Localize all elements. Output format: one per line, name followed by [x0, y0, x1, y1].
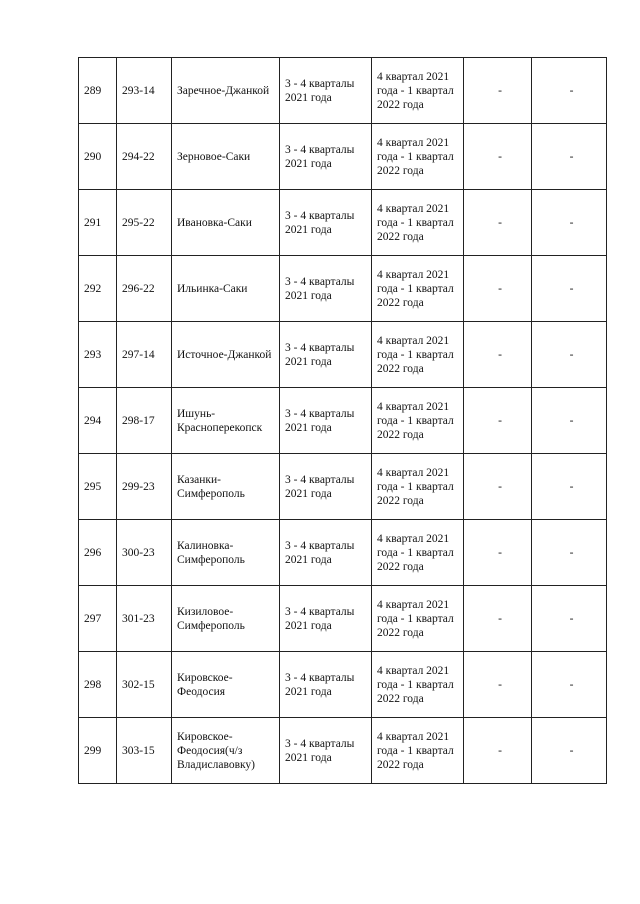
table-row [79, 58, 607, 124]
column-7-value: - [532, 58, 607, 124]
route-name: Казанки-Симферополь [172, 454, 280, 520]
route-code: 296-22 [117, 256, 172, 322]
route-code: 300-23 [117, 520, 172, 586]
route-name: Зерновое-Саки [172, 124, 280, 190]
routes-table [78, 57, 607, 784]
column-6-value: - [464, 454, 532, 520]
route-code: 302-15 [117, 652, 172, 718]
end-period: 4 квартал 2021 года - 1 квартал 2022 года [372, 58, 464, 124]
column-7-value: - [532, 388, 607, 454]
table-row [79, 190, 607, 256]
column-6-value: - [464, 586, 532, 652]
table-row [79, 124, 607, 190]
end-period: 4 квартал 2021 года - 1 квартал 2022 года [372, 586, 464, 652]
route-name: Ильинка-Саки [172, 256, 280, 322]
column-6-value: - [464, 256, 532, 322]
end-period: 4 квартал 2021 года - 1 квартал 2022 года [372, 388, 464, 454]
routes-table-body [79, 58, 607, 784]
column-7-value: - [532, 124, 607, 190]
row-number: 299 [79, 718, 117, 784]
table-row [79, 586, 607, 652]
table-row [79, 256, 607, 322]
route-code: 297-14 [117, 322, 172, 388]
end-period: 4 квартал 2021 года - 1 квартал 2022 года [372, 520, 464, 586]
row-number: 295 [79, 454, 117, 520]
end-period: 4 квартал 2021 года - 1 квартал 2022 года [372, 124, 464, 190]
route-code: 303-15 [117, 718, 172, 784]
row-number: 294 [79, 388, 117, 454]
column-6-value: - [464, 520, 532, 586]
route-code: 301-23 [117, 586, 172, 652]
route-code: 299-23 [117, 454, 172, 520]
route-name: Кировское-Феодосия(ч/з Владиславовку) [172, 718, 280, 784]
table-row [79, 322, 607, 388]
route-name: Кировское-Феодосия [172, 652, 280, 718]
route-name: Ишунь-Красноперекопск [172, 388, 280, 454]
row-number: 293 [79, 322, 117, 388]
column-6-value: - [464, 58, 532, 124]
start-period: 3 - 4 кварталы 2021 года [280, 256, 372, 322]
row-number: 289 [79, 58, 117, 124]
table-row [79, 388, 607, 454]
route-code: 295-22 [117, 190, 172, 256]
column-7-value: - [532, 190, 607, 256]
column-7-value: - [532, 718, 607, 784]
column-6-value: - [464, 652, 532, 718]
end-period: 4 квартал 2021 года - 1 квартал 2022 года [372, 190, 464, 256]
route-name: Источное-Джанкой [172, 322, 280, 388]
end-period: 4 квартал 2021 года - 1 квартал 2022 года [372, 718, 464, 784]
column-6-value: - [464, 388, 532, 454]
column-7-value: - [532, 322, 607, 388]
column-7-value: - [532, 520, 607, 586]
end-period: 4 квартал 2021 года - 1 квартал 2022 года [372, 652, 464, 718]
end-period: 4 квартал 2021 года - 1 квартал 2022 года [372, 454, 464, 520]
end-period: 4 квартал 2021 года - 1 квартал 2022 года [372, 322, 464, 388]
row-number: 298 [79, 652, 117, 718]
start-period: 3 - 4 кварталы 2021 года [280, 718, 372, 784]
column-6-value: - [464, 190, 532, 256]
column-7-value: - [532, 256, 607, 322]
route-name: Ивановка-Саки [172, 190, 280, 256]
column-6-value: - [464, 718, 532, 784]
row-number: 296 [79, 520, 117, 586]
route-name: Калиновка-Симферополь [172, 520, 280, 586]
route-code: 298-17 [117, 388, 172, 454]
column-7-value: - [532, 586, 607, 652]
table-row [79, 718, 607, 784]
row-number: 290 [79, 124, 117, 190]
start-period: 3 - 4 кварталы 2021 года [280, 388, 372, 454]
table-row [79, 454, 607, 520]
route-name: Заречное-Джанкой [172, 58, 280, 124]
column-6-value: - [464, 124, 532, 190]
row-number: 292 [79, 256, 117, 322]
table-row [79, 520, 607, 586]
table-row [79, 652, 607, 718]
end-period: 4 квартал 2021 года - 1 квартал 2022 года [372, 256, 464, 322]
start-period: 3 - 4 кварталы 2021 года [280, 58, 372, 124]
column-7-value: - [532, 652, 607, 718]
start-period: 3 - 4 кварталы 2021 года [280, 520, 372, 586]
column-6-value: - [464, 322, 532, 388]
start-period: 3 - 4 кварталы 2021 года [280, 652, 372, 718]
start-period: 3 - 4 кварталы 2021 года [280, 454, 372, 520]
start-period: 3 - 4 кварталы 2021 года [280, 124, 372, 190]
route-code: 293-14 [117, 58, 172, 124]
route-code: 294-22 [117, 124, 172, 190]
column-7-value: - [532, 454, 607, 520]
start-period: 3 - 4 кварталы 2021 года [280, 190, 372, 256]
route-name: Кизиловое-Симферополь [172, 586, 280, 652]
start-period: 3 - 4 кварталы 2021 года [280, 586, 372, 652]
start-period: 3 - 4 кварталы 2021 года [280, 322, 372, 388]
row-number: 291 [79, 190, 117, 256]
row-number: 297 [79, 586, 117, 652]
